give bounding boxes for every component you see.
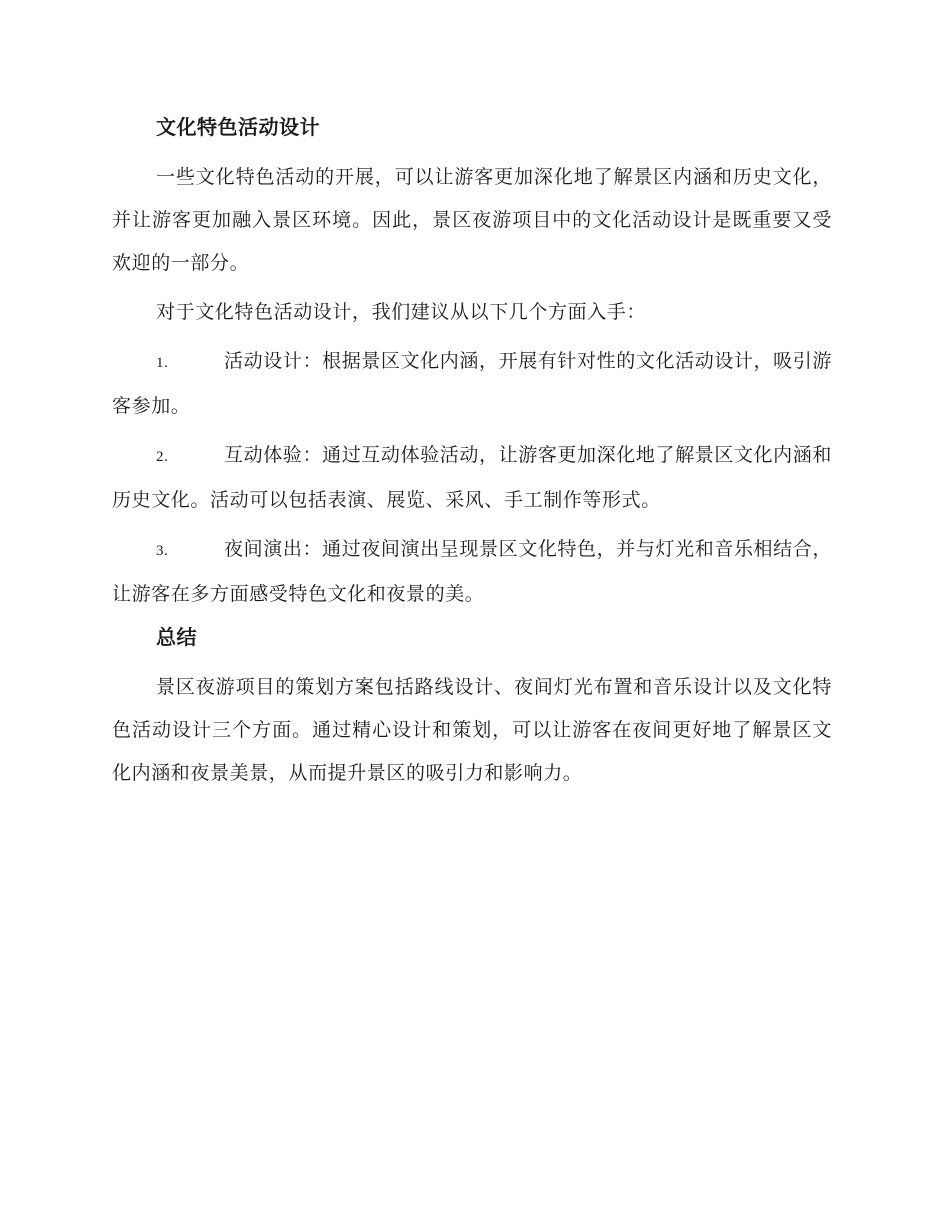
list-number: 2. (156, 449, 169, 465)
section-heading-summary: 总结 (156, 625, 197, 649)
list-item-text: 互动体验：通过互动体验活动，让游客更加深化地了解景区文化内涵和历史文化。活动可以包括表演、展览、采风、手工制作等形式。 (112, 444, 832, 511)
list-item (112, 434, 832, 522)
list-item-text: 夜间演出：通过夜间演出呈现景区文化特色，并与灯光和音乐相结合，让游客在多方面感受特色文化和夜景的美。 (112, 538, 832, 605)
lead-paragraph: 对于文化特色活动设计，我们建议从以下几个方面入手： (156, 301, 647, 323)
list-number: 3. (156, 543, 169, 559)
list-number: 1. (156, 355, 169, 371)
summary-paragraph: 景区夜游项目的策划方案包括路线设计、夜间灯光布置和音乐设计以及文化特色活动设计三个方面。通过精心设计和策划，可以让游客在夜间更好地了解景区文化内涵和夜景美景，从而提升景区的吸引力和影响力。 (112, 676, 832, 784)
list-item-text: 活动设计：根据景区文化内涵，开展有针对性的文化活动设计，吸引游客参加。 (112, 350, 832, 417)
list-item (112, 340, 832, 428)
document-page (112, 106, 832, 801)
list-item (112, 528, 832, 616)
section-heading-cultural-activities: 文化特色活动设计 (156, 115, 320, 139)
intro-paragraph: 一些文化特色活动的开展，可以让游客更加深化地了解景区内涵和历史文化，并让游客更加融入景区环境。因此，景区夜游项目中的文化活动设计是既重要又受欢迎的一部分。 (112, 166, 832, 274)
